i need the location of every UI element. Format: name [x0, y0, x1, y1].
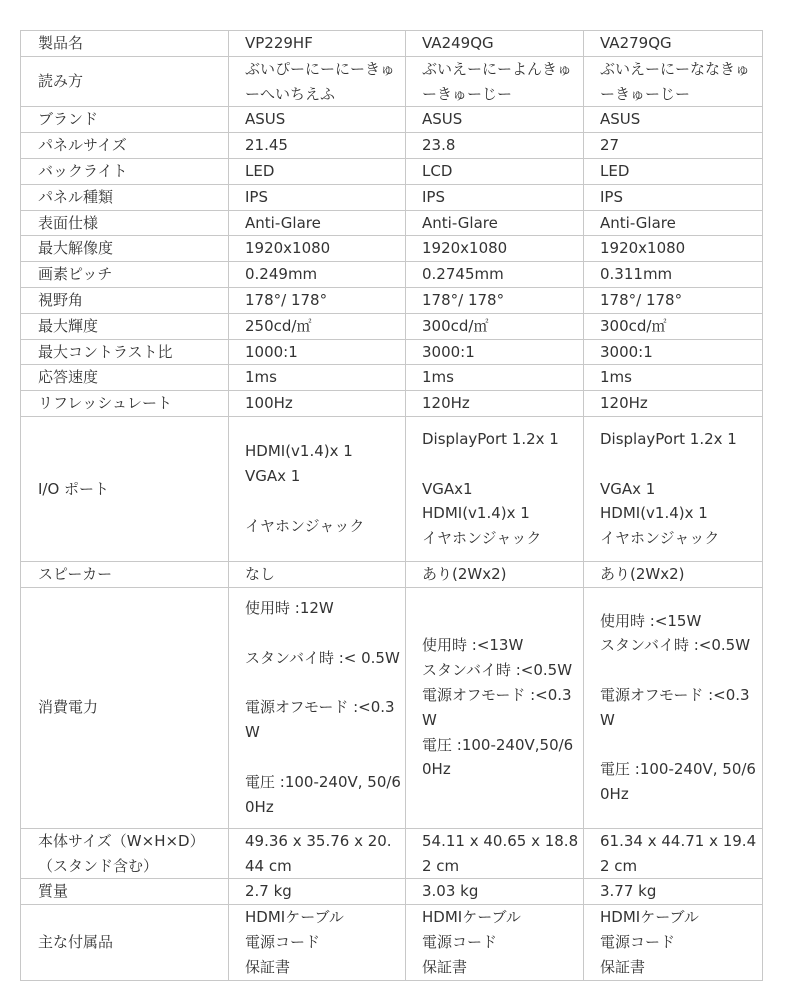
cell-va279qg: VA279QG: [584, 31, 763, 57]
row-label: スピーカー: [21, 561, 229, 587]
cell-va249qg: 0.2745mm: [406, 262, 584, 288]
spec-table: [20, 30, 763, 981]
table-row: [21, 56, 763, 107]
table-row: [21, 561, 763, 587]
cell-va279qg: IPS: [584, 184, 763, 210]
cell-vp229hf: 使用時 :12W スタンバイ時 :< 0.5W 電源オフモード :<0.3W 電圧 :100-240V, 50/60Hz: [229, 587, 406, 828]
row-label: 最大解像度: [21, 236, 229, 262]
cell-vp229hf: IPS: [229, 184, 406, 210]
table-row: [21, 287, 763, 313]
cell-va249qg: 使用時 :<13W スタンバイ時 :<0.5W 電源オフモード :<0.3W 電圧 :100-240V,50/60Hz: [406, 587, 584, 828]
cell-va279qg: HDMIケーブル 電源コード 保証書: [584, 905, 763, 980]
row-label: バックライト: [21, 158, 229, 184]
row-label: 製品名: [21, 31, 229, 57]
cell-va279qg: 61.34 x 44.71 x 19.42 cm: [584, 828, 763, 879]
cell-va279qg: ASUS: [584, 107, 763, 133]
cell-vp229hf: 49.36 x 35.76 x 20.44 cm: [229, 828, 406, 879]
cell-vp229hf: 0.249mm: [229, 262, 406, 288]
table-row: [21, 879, 763, 905]
cell-vp229hf: HDMI(v1.4)x 1 VGAx 1 イヤホンジャック: [229, 416, 406, 561]
cell-va249qg: 120Hz: [406, 391, 584, 417]
cell-va249qg: DisplayPort 1.2x 1 VGAx1 HDMI(v1.4)x 1 イヤホンジャック: [406, 416, 584, 561]
cell-va249qg: ASUS: [406, 107, 584, 133]
table-row: [21, 339, 763, 365]
cell-va249qg: 300cd/㎡: [406, 313, 584, 339]
cell-va249qg: IPS: [406, 184, 584, 210]
cell-va249qg: 1920x1080: [406, 236, 584, 262]
row-label: 最大コントラスト比: [21, 339, 229, 365]
cell-va249qg: 54.11 x 40.65 x 18.82 cm: [406, 828, 584, 879]
cell-va279qg: 27: [584, 133, 763, 159]
cell-va279qg: 3.77 kg: [584, 879, 763, 905]
row-label: 本体サイズ（W×H×D）（スタンド含む）: [21, 828, 229, 879]
row-label: 読み方: [21, 56, 229, 107]
cell-va249qg: ぶいえーにーよんきゅーきゅーじー: [406, 56, 584, 107]
cell-va279qg: 300cd/㎡: [584, 313, 763, 339]
cell-vp229hf: 21.45: [229, 133, 406, 159]
table-row: [21, 184, 763, 210]
cell-va279qg: あり(2Wx2): [584, 561, 763, 587]
cell-vp229hf: なし: [229, 561, 406, 587]
cell-va249qg: VA249QG: [406, 31, 584, 57]
table-row: [21, 158, 763, 184]
table-row: [21, 587, 763, 828]
cell-va279qg: Anti-Glare: [584, 210, 763, 236]
cell-vp229hf: 1920x1080: [229, 236, 406, 262]
cell-va249qg: LCD: [406, 158, 584, 184]
cell-va279qg: ぶいえーにーななきゅーきゅーじー: [584, 56, 763, 107]
cell-va279qg: 1920x1080: [584, 236, 763, 262]
cell-va249qg: 23.8: [406, 133, 584, 159]
cell-va249qg: 1ms: [406, 365, 584, 391]
cell-va279qg: DisplayPort 1.2x 1 VGAx 1 HDMI(v1.4)x 1 イヤホンジャック: [584, 416, 763, 561]
table-row: [21, 210, 763, 236]
row-label: 消費電力: [21, 587, 229, 828]
cell-va279qg: 120Hz: [584, 391, 763, 417]
row-label: I/O ポート: [21, 416, 229, 561]
table-row: [21, 133, 763, 159]
cell-vp229hf: Anti-Glare: [229, 210, 406, 236]
cell-va279qg: 1ms: [584, 365, 763, 391]
cell-vp229hf: 1ms: [229, 365, 406, 391]
cell-vp229hf: 178°/ 178°: [229, 287, 406, 313]
cell-va249qg: あり(2Wx2): [406, 561, 584, 587]
cell-vp229hf: 100Hz: [229, 391, 406, 417]
table-row: [21, 391, 763, 417]
table-row: [21, 107, 763, 133]
cell-va249qg: 178°/ 178°: [406, 287, 584, 313]
row-label: ブランド: [21, 107, 229, 133]
row-label: 応答速度: [21, 365, 229, 391]
cell-va279qg: 使用時 :<15W スタンバイ時 :<0.5W 電源オフモード :<0.3W 電圧 :100-240V, 50/60Hz: [584, 587, 763, 828]
table-row: [21, 262, 763, 288]
table-row: [21, 365, 763, 391]
row-label: 画素ピッチ: [21, 262, 229, 288]
cell-vp229hf: 250cd/㎡: [229, 313, 406, 339]
table-row: [21, 905, 763, 980]
row-label: パネルサイズ: [21, 133, 229, 159]
cell-va249qg: HDMIケーブル 電源コード 保証書: [406, 905, 584, 980]
cell-va279qg: 178°/ 178°: [584, 287, 763, 313]
cell-va249qg: Anti-Glare: [406, 210, 584, 236]
table-row: [21, 313, 763, 339]
cell-vp229hf: ぶいぴーにーにーきゅーへいちえふ: [229, 56, 406, 107]
row-label: 質量: [21, 879, 229, 905]
row-label: 最大輝度: [21, 313, 229, 339]
cell-va279qg: LED: [584, 158, 763, 184]
cell-va279qg: 3000:1: [584, 339, 763, 365]
cell-vp229hf: 2.7 kg: [229, 879, 406, 905]
row-label: リフレッシュレート: [21, 391, 229, 417]
table-row: [21, 236, 763, 262]
cell-va249qg: 3000:1: [406, 339, 584, 365]
cell-vp229hf: VP229HF: [229, 31, 406, 57]
cell-vp229hf: ASUS: [229, 107, 406, 133]
row-label: 視野角: [21, 287, 229, 313]
row-label: 主な付属品: [21, 905, 229, 980]
cell-va279qg: 0.311mm: [584, 262, 763, 288]
row-label: パネル種類: [21, 184, 229, 210]
table-row: [21, 828, 763, 879]
cell-vp229hf: 1000:1: [229, 339, 406, 365]
cell-vp229hf: HDMIケーブル 電源コード 保証書: [229, 905, 406, 980]
cell-va249qg: 3.03 kg: [406, 879, 584, 905]
cell-vp229hf: LED: [229, 158, 406, 184]
spec-table-wrapper: [20, 30, 763, 981]
table-row: [21, 416, 763, 561]
row-label: 表面仕様: [21, 210, 229, 236]
table-row: [21, 31, 763, 57]
